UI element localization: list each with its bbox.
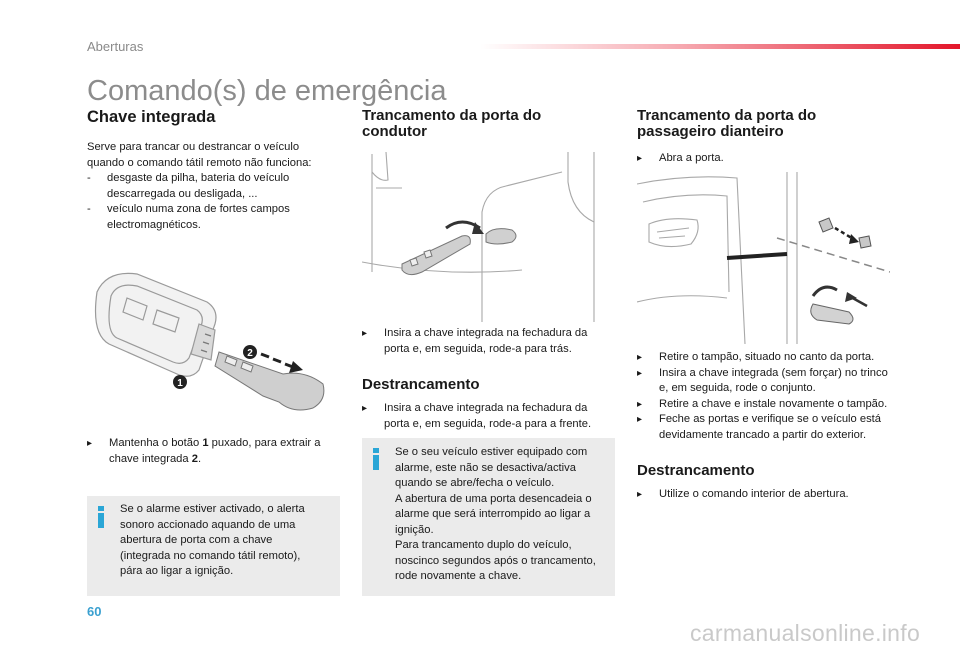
heading-integrated-key: Chave integrada bbox=[87, 108, 216, 126]
bullet-item bbox=[637, 366, 897, 397]
info-box-double-lock bbox=[362, 438, 615, 596]
bullet-item bbox=[362, 401, 615, 432]
bullet-item bbox=[362, 326, 615, 357]
heading-driver-door: Trancamento da porta do condutor bbox=[362, 107, 542, 140]
watermark: carmanualsonline.info bbox=[690, 620, 921, 646]
col3-steps-block bbox=[637, 350, 897, 503]
dash-text: desgaste da pilha, bateria do veículo descarregada ou desligada, ... bbox=[107, 172, 290, 200]
arrow-bullet-icon: ▸ bbox=[637, 489, 643, 500]
bullet-text: Insira a chave integrada (sem forçar) no trinco e, em seguida, rode o conjunto. bbox=[659, 366, 888, 394]
heading-passenger-door: Trancamento da porta do passageiro dianteiro bbox=[637, 107, 817, 140]
key-fob-illustration bbox=[87, 262, 340, 422]
arrow-bullet-icon: ▸ bbox=[637, 352, 643, 363]
info-text: Se o seu veículo estiver equipado com alarme, este não se desactiva/activa quando se abre/fecha o veículo. A abertura de uma porta desencadeia o alarme que será interrompido ao ligar a ignição. Para trancamento duplo do veículo, noscinco segundos após o trancamento, rode novamente a chave. bbox=[395, 446, 596, 582]
bullet-item bbox=[637, 397, 897, 413]
heading-unlocking: Destrancamento bbox=[637, 462, 755, 479]
dash-mark: - bbox=[87, 172, 91, 184]
page-number: 60 bbox=[87, 604, 102, 619]
heading-unlocking: Destrancamento bbox=[362, 376, 480, 393]
column-passenger-door bbox=[637, 108, 897, 167]
arrow-bullet-icon: ▸ bbox=[637, 398, 643, 410]
bullet-text: Mantenha o botão 1 puxado, para extrair a chave integrada 2. bbox=[109, 437, 321, 465]
arrow-bullet-icon: ▸ bbox=[362, 403, 368, 414]
passenger-door-illustration bbox=[637, 172, 890, 344]
bullet-item bbox=[87, 436, 340, 467]
info-text: Se o alarme estiver activado, o alerta sonoro accionado aquando de uma abertura de porta com a chave (integrada no comando tátil remoto), pára ao ligar a ignição. bbox=[120, 503, 305, 577]
bullet-text: Insira a chave integrada na fechadura da porta e, em seguida, rode-a para trás. bbox=[384, 327, 588, 355]
dash-mark: - bbox=[87, 203, 91, 215]
bullet-item bbox=[637, 151, 897, 167]
bullet-text: Abra a porta. bbox=[659, 152, 724, 164]
arrow-bullet-icon: ▸ bbox=[637, 414, 643, 425]
arrow-bullet-icon: ▸ bbox=[637, 367, 643, 379]
driver-door-illustration bbox=[362, 152, 615, 322]
dash-text: veículo numa zona de fortes campos electromagnéticos. bbox=[107, 203, 290, 231]
info-icon bbox=[97, 506, 105, 528]
bullet-text: Retire o tampão, situado no canto da porta. bbox=[659, 351, 875, 363]
bullet-item bbox=[637, 412, 897, 443]
col2-lock-block bbox=[362, 326, 615, 432]
dash-item bbox=[87, 202, 340, 233]
arrow-bullet-icon: ▸ bbox=[87, 438, 93, 449]
bullet-text: Utilize o comando interior de abertura. bbox=[659, 488, 849, 500]
dash-item bbox=[87, 171, 340, 202]
bullet-item bbox=[637, 350, 897, 366]
info-icon bbox=[372, 448, 380, 470]
col1-bullet-block bbox=[87, 436, 340, 467]
callout-1-label: 1 bbox=[177, 378, 183, 389]
callout-2-label: 2 bbox=[247, 348, 253, 359]
info-box-alarm bbox=[87, 496, 340, 596]
page-title: Comando(s) de emergência bbox=[87, 75, 447, 107]
arrow-bullet-icon: ▸ bbox=[362, 328, 368, 339]
bullet-item bbox=[637, 487, 897, 503]
bullet-text: Retire a chave e instale novamente o tampão. bbox=[659, 397, 888, 410]
arrow-bullet-icon: ▸ bbox=[637, 153, 643, 164]
section-label: Aberturas bbox=[87, 39, 144, 54]
intro-text: Serve para trancar ou destrancar o veículo quando o comando tátil remoto não funciona: bbox=[87, 141, 312, 169]
column-integrated-key bbox=[87, 108, 340, 233]
bullet-text: Feche as portas e verifique se o veículo está devidamente trancado a partir do exterior. bbox=[659, 413, 882, 441]
header-accent-line bbox=[480, 44, 960, 49]
column-driver-door bbox=[362, 108, 615, 140]
bullet-text: Insira a chave integrada na fechadura da porta e, em seguida, rode-a para a frente. bbox=[384, 402, 592, 430]
